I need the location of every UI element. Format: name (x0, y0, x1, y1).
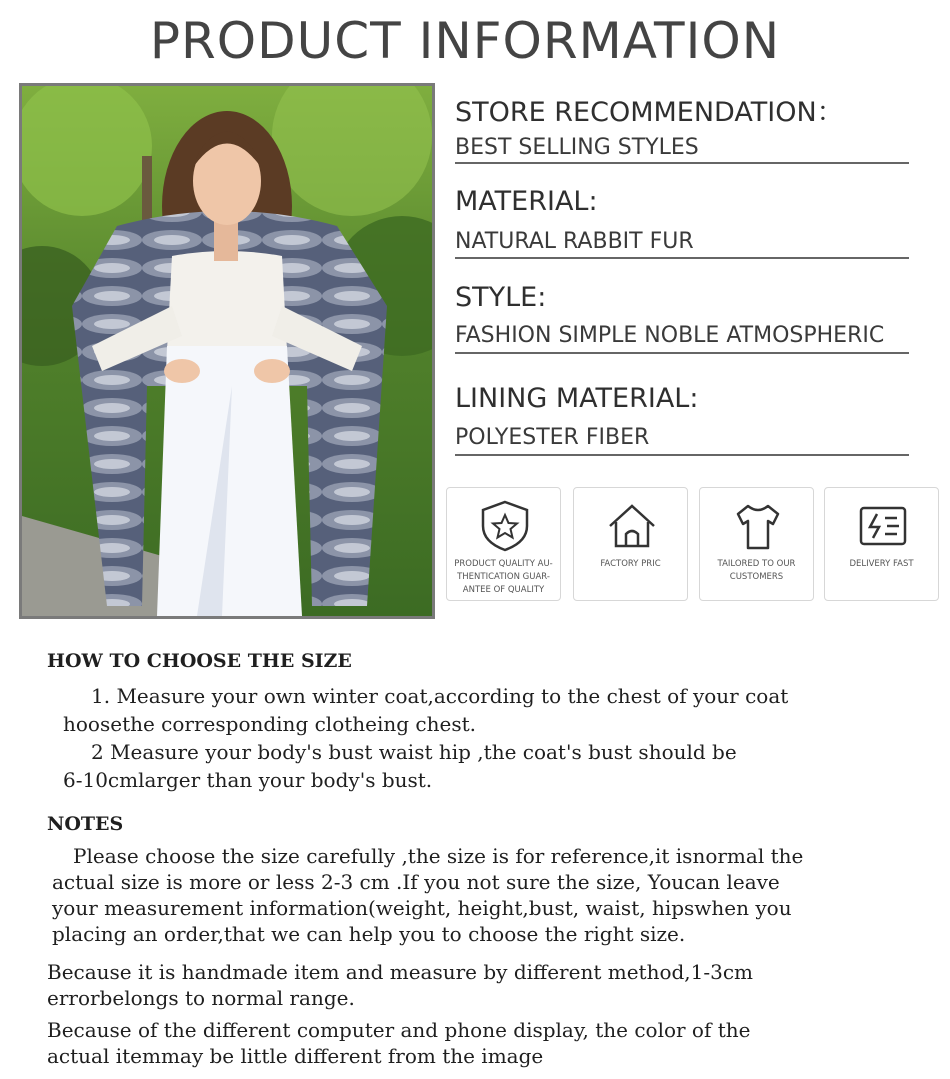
spec-value-lining-material: POLYESTER FIBER (455, 425, 650, 450)
badge-tailored (699, 487, 814, 601)
model-wearing-fur-coat-image (22, 86, 432, 616)
badge-text: PRODUCT QUALITY AU- THENTICATION GUAR- ANTEE OF QUALITY (454, 559, 553, 595)
delivery-icon (855, 498, 911, 554)
tshirt-icon (730, 498, 786, 554)
notes-line: errorbelongs to normal range. (47, 986, 355, 1010)
spec-label-lining-material: LINING MATERIAL: (455, 383, 699, 414)
size-guide-line: 1. Measure your own winter coat,according to the chest of your coat (91, 684, 789, 708)
notes-line: Please choose the size carefully ,the size is for reference,it isnormal the (73, 844, 804, 868)
divider (455, 257, 909, 259)
notes-line: Because it is handmade item and measure by different method,1-3cm (47, 960, 754, 984)
divider (455, 162, 909, 164)
spec-value-store-recommendation: BEST SELLING STYLES (455, 135, 699, 160)
size-guide-line: 2 Measure your body's bust waist hip ,the coat's bust should be (91, 740, 737, 764)
badge-text: DELIVERY FAST (849, 559, 914, 569)
product-photo (19, 83, 435, 619)
notes-line: your measurement information(weight, height,bust, waist, hipswhen you (52, 896, 792, 920)
size-guide-line: 6-10cmlarger than your body's bust. (63, 768, 433, 792)
notes-heading: NOTES (47, 813, 124, 835)
divider (455, 352, 909, 354)
spec-label-material: MATERIAL: (455, 186, 598, 217)
size-guide-line: hoosethe corresponding clotheing chest. (63, 712, 477, 736)
badge-delivery-fast (824, 487, 939, 601)
divider (455, 454, 909, 456)
badge-text: FACTORY PRIC (600, 559, 661, 569)
house-icon (604, 498, 660, 554)
spec-label-style: STYLE: (455, 282, 547, 313)
shield-star-icon (477, 498, 533, 554)
badge-factory-price (573, 487, 688, 601)
badge-text: TAILORED TO OUR CUSTOMERS (717, 559, 796, 582)
size-guide-heading: HOW TO CHOOSE THE SIZE (47, 650, 352, 672)
notes-line: placing an order,that we can help you to choose the right size. (52, 922, 686, 946)
spec-value-style: FASHION SIMPLE NOBLE ATMOSPHERIC (455, 323, 885, 348)
badge-quality-authentication (446, 487, 561, 601)
notes-line: Because of the different computer and phone display, the color of the (47, 1018, 751, 1042)
notes-line: actual size is more or less 2-3 cm .If you not sure the size, Youcan leave (52, 870, 780, 894)
spec-value-material: NATURAL RABBIT FUR (455, 229, 694, 254)
notes-line: actual itemmay be little different from the image (47, 1044, 544, 1068)
page-title: PRODUCT INFORMATION (149, 12, 781, 70)
spec-label-store-recommendation: STORE RECOMMENDATION： (455, 97, 844, 128)
